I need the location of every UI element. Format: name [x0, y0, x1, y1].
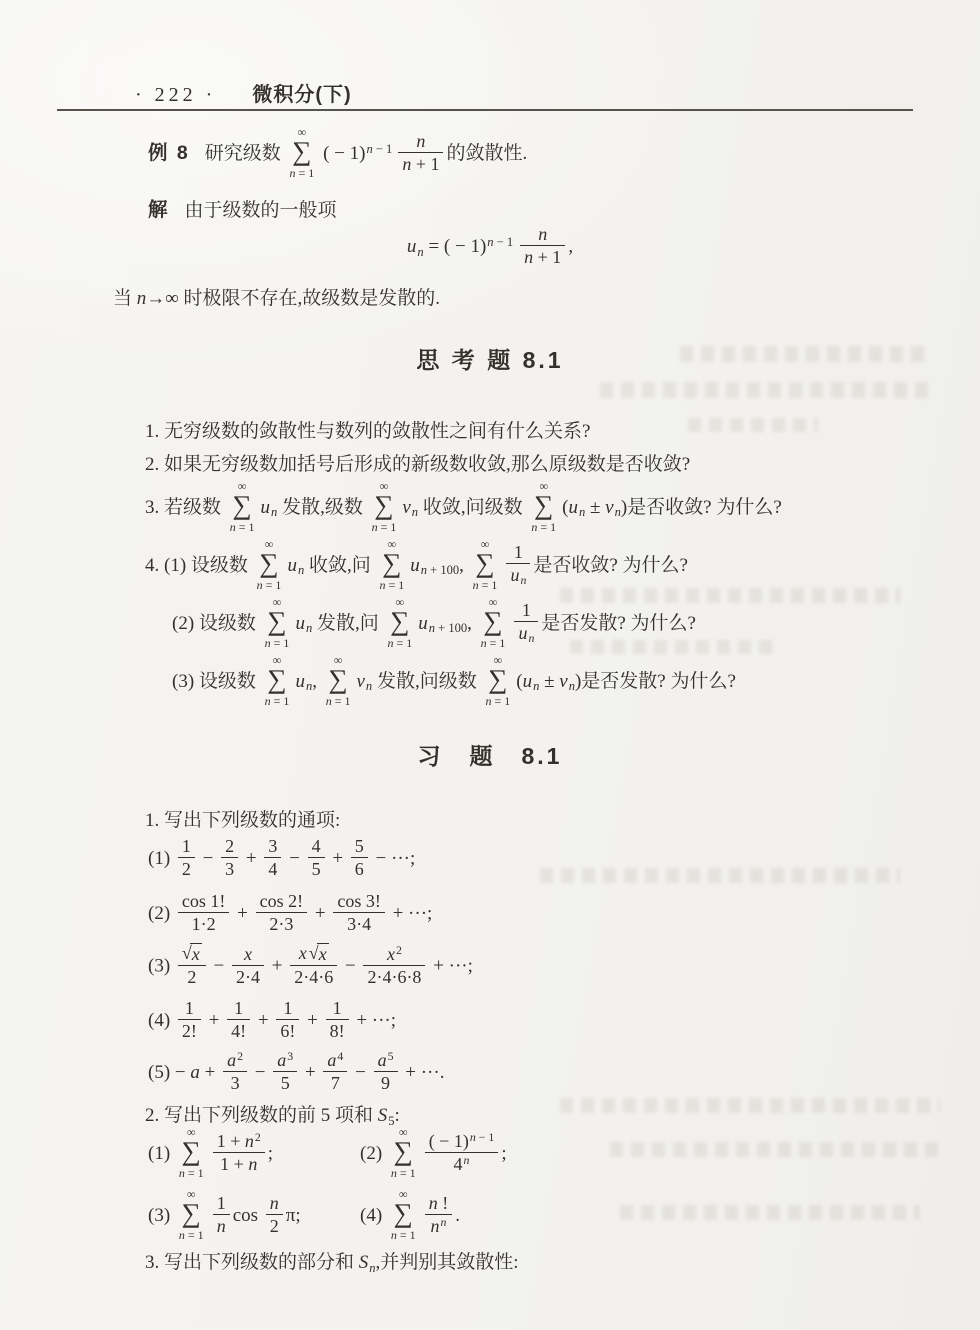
example-equation: un = ( − 1)$^{n - 1}$ $\frac{n}{n + 1}$ , [406, 224, 574, 268]
exercise1-item-1: (1) $\frac{1}{2}$ − $\frac{2}{3}$ + $\frac{3}{4}$ − $\frac{4}{5}$ + $\frac{5}{6}$ − ···; [148, 836, 416, 880]
solution-line [148, 197, 337, 225]
exercise2-item-1: (1) ∞ ∑ n = 1 $\frac{1 + n^2}{1 + n}$ ; [148, 1125, 274, 1180]
header-rule [57, 109, 913, 111]
think-section-title: 思 考 题 8.1 [416, 347, 564, 373]
exercise3-intro: 3. 写出下列级数的部分和 Sn,并判别其敛散性: [145, 1252, 519, 1275]
think-question-4-3: (3) 设级数 ∞ ∑ n = 1 un, ∞ ∑ n = 1 vn 发散,问级数 ∞ ∑ n = 1 (un ± vn)是否发散? 为什么? [172, 653, 736, 708]
think-question-1: 1. 无穷级数的敛散性与数列的敛散性之间有什么关系? [145, 421, 591, 442]
ghost-bleedthrough-4 [560, 588, 900, 603]
exercise-section-title: 习 题 8.1 [417, 743, 563, 769]
think-question-2: 2. 如果无穷级数加括号后形成的新级数收敛,那么原级数是否收敛? [145, 454, 691, 475]
exercise2-intro: 2. 写出下列级数的前 5 项和 S5: [145, 1105, 400, 1128]
ghost-bleedthrough-6 [540, 868, 900, 883]
exercise1-item-3: (3) √ x 2 − $\frac{x}{2\cdot 4}$ + x √ x 2·4·6 − $\frac{x^2}{2\cdot 4\cdot 6\cdot 8}$ + ···; [148, 942, 473, 988]
exercise2-item-3: (3) ∞ ∑ n = 1 $\frac{1}{n}$ cos $\frac{n}{2}$ π; [148, 1187, 301, 1242]
page-header [135, 78, 352, 107]
ghost-bleedthrough-7 [560, 1098, 940, 1113]
exercise2-item-4: (4) ∞ ∑ n = 1 $\frac{n !}{n^n}$ . [360, 1187, 460, 1242]
ghost-bleedthrough-3 [688, 418, 818, 432]
exercise1-item-4: (4) $\frac{1}{2!}$ + $\frac{1}{4!}$ + $\frac{1}{6!}$ + $\frac{1}{8!}$ + ···; [148, 998, 397, 1042]
ghost-bleedthrough-5 [570, 640, 780, 654]
solution-intro: 由于级数的一般项 [184, 200, 337, 221]
exercise2-row-2 [148, 1187, 460, 1243]
exercise1-item-5: (5) − a + $\frac{a^2}{3}$ − $\frac{a^3}{5}$ + $\frac{a^4}{7}$ − $\frac{a^5}{9}$ + ···. [148, 1049, 445, 1094]
page-number: · 222 · [135, 84, 217, 106]
exercise1-intro: 1. 写出下列级数的通项: [145, 810, 341, 831]
exercise2-row-1 [148, 1125, 507, 1181]
example-heading-line [148, 125, 528, 181]
book-title: 微积分(下) [252, 84, 352, 106]
ghost-bleedthrough-8 [610, 1142, 940, 1157]
think-question-4-2: (2) 设级数 ∞ ∑ n = 1 un 发散,问 ∞ ∑ n = 1 un + 100, ∞ ∑ n = 1 $\frac{1}{un}$ 是否发散? 为什么? [172, 595, 696, 650]
exercise1-item-2: (2) $\frac{\cos 1!}{1\cdot 2}$ + $\frac{\cos 2!}{2\cdot 3}$ + $\frac{\cos 3!}{3\cdot 4}$ + ···; [148, 891, 433, 935]
ghost-bleedthrough-2 [600, 382, 930, 398]
example-label: 例 8 [148, 141, 190, 164]
solution-label: 解 [148, 199, 170, 221]
exercise2-item-2: (2) ∞ ∑ n = 1 $\frac{( - 1)^{n - 1}}{4^n}$ ; [360, 1125, 507, 1180]
example-conclusion: 当 n→∞ 时极限不存在,故级数是发散的. [113, 288, 441, 309]
example-statement: 研究级数 ∞ ∑ n = 1 ( − 1)$^{n - 1}$ $\frac{n}{n + 1}$ 的敛散性. [204, 125, 528, 180]
ghost-bleedthrough-1 [680, 346, 930, 362]
think-question-3: 3. 若级数 ∞ ∑ n = 1 un 发散,级数 ∞ ∑ n = 1 vn 收敛,问级数 ∞ ∑ n = 1 (un ± vn)是否收敛? 为什么? [145, 479, 782, 534]
ghost-bleedthrough-9 [620, 1205, 920, 1220]
think-question-4-1: 4. (1) 设级数 ∞ ∑ n = 1 un 收敛,问 ∞ ∑ n = 1 un + 100, ∞ ∑ n = 1 $\frac{1}{un}$ 是否收敛? 为什么? [145, 537, 688, 592]
